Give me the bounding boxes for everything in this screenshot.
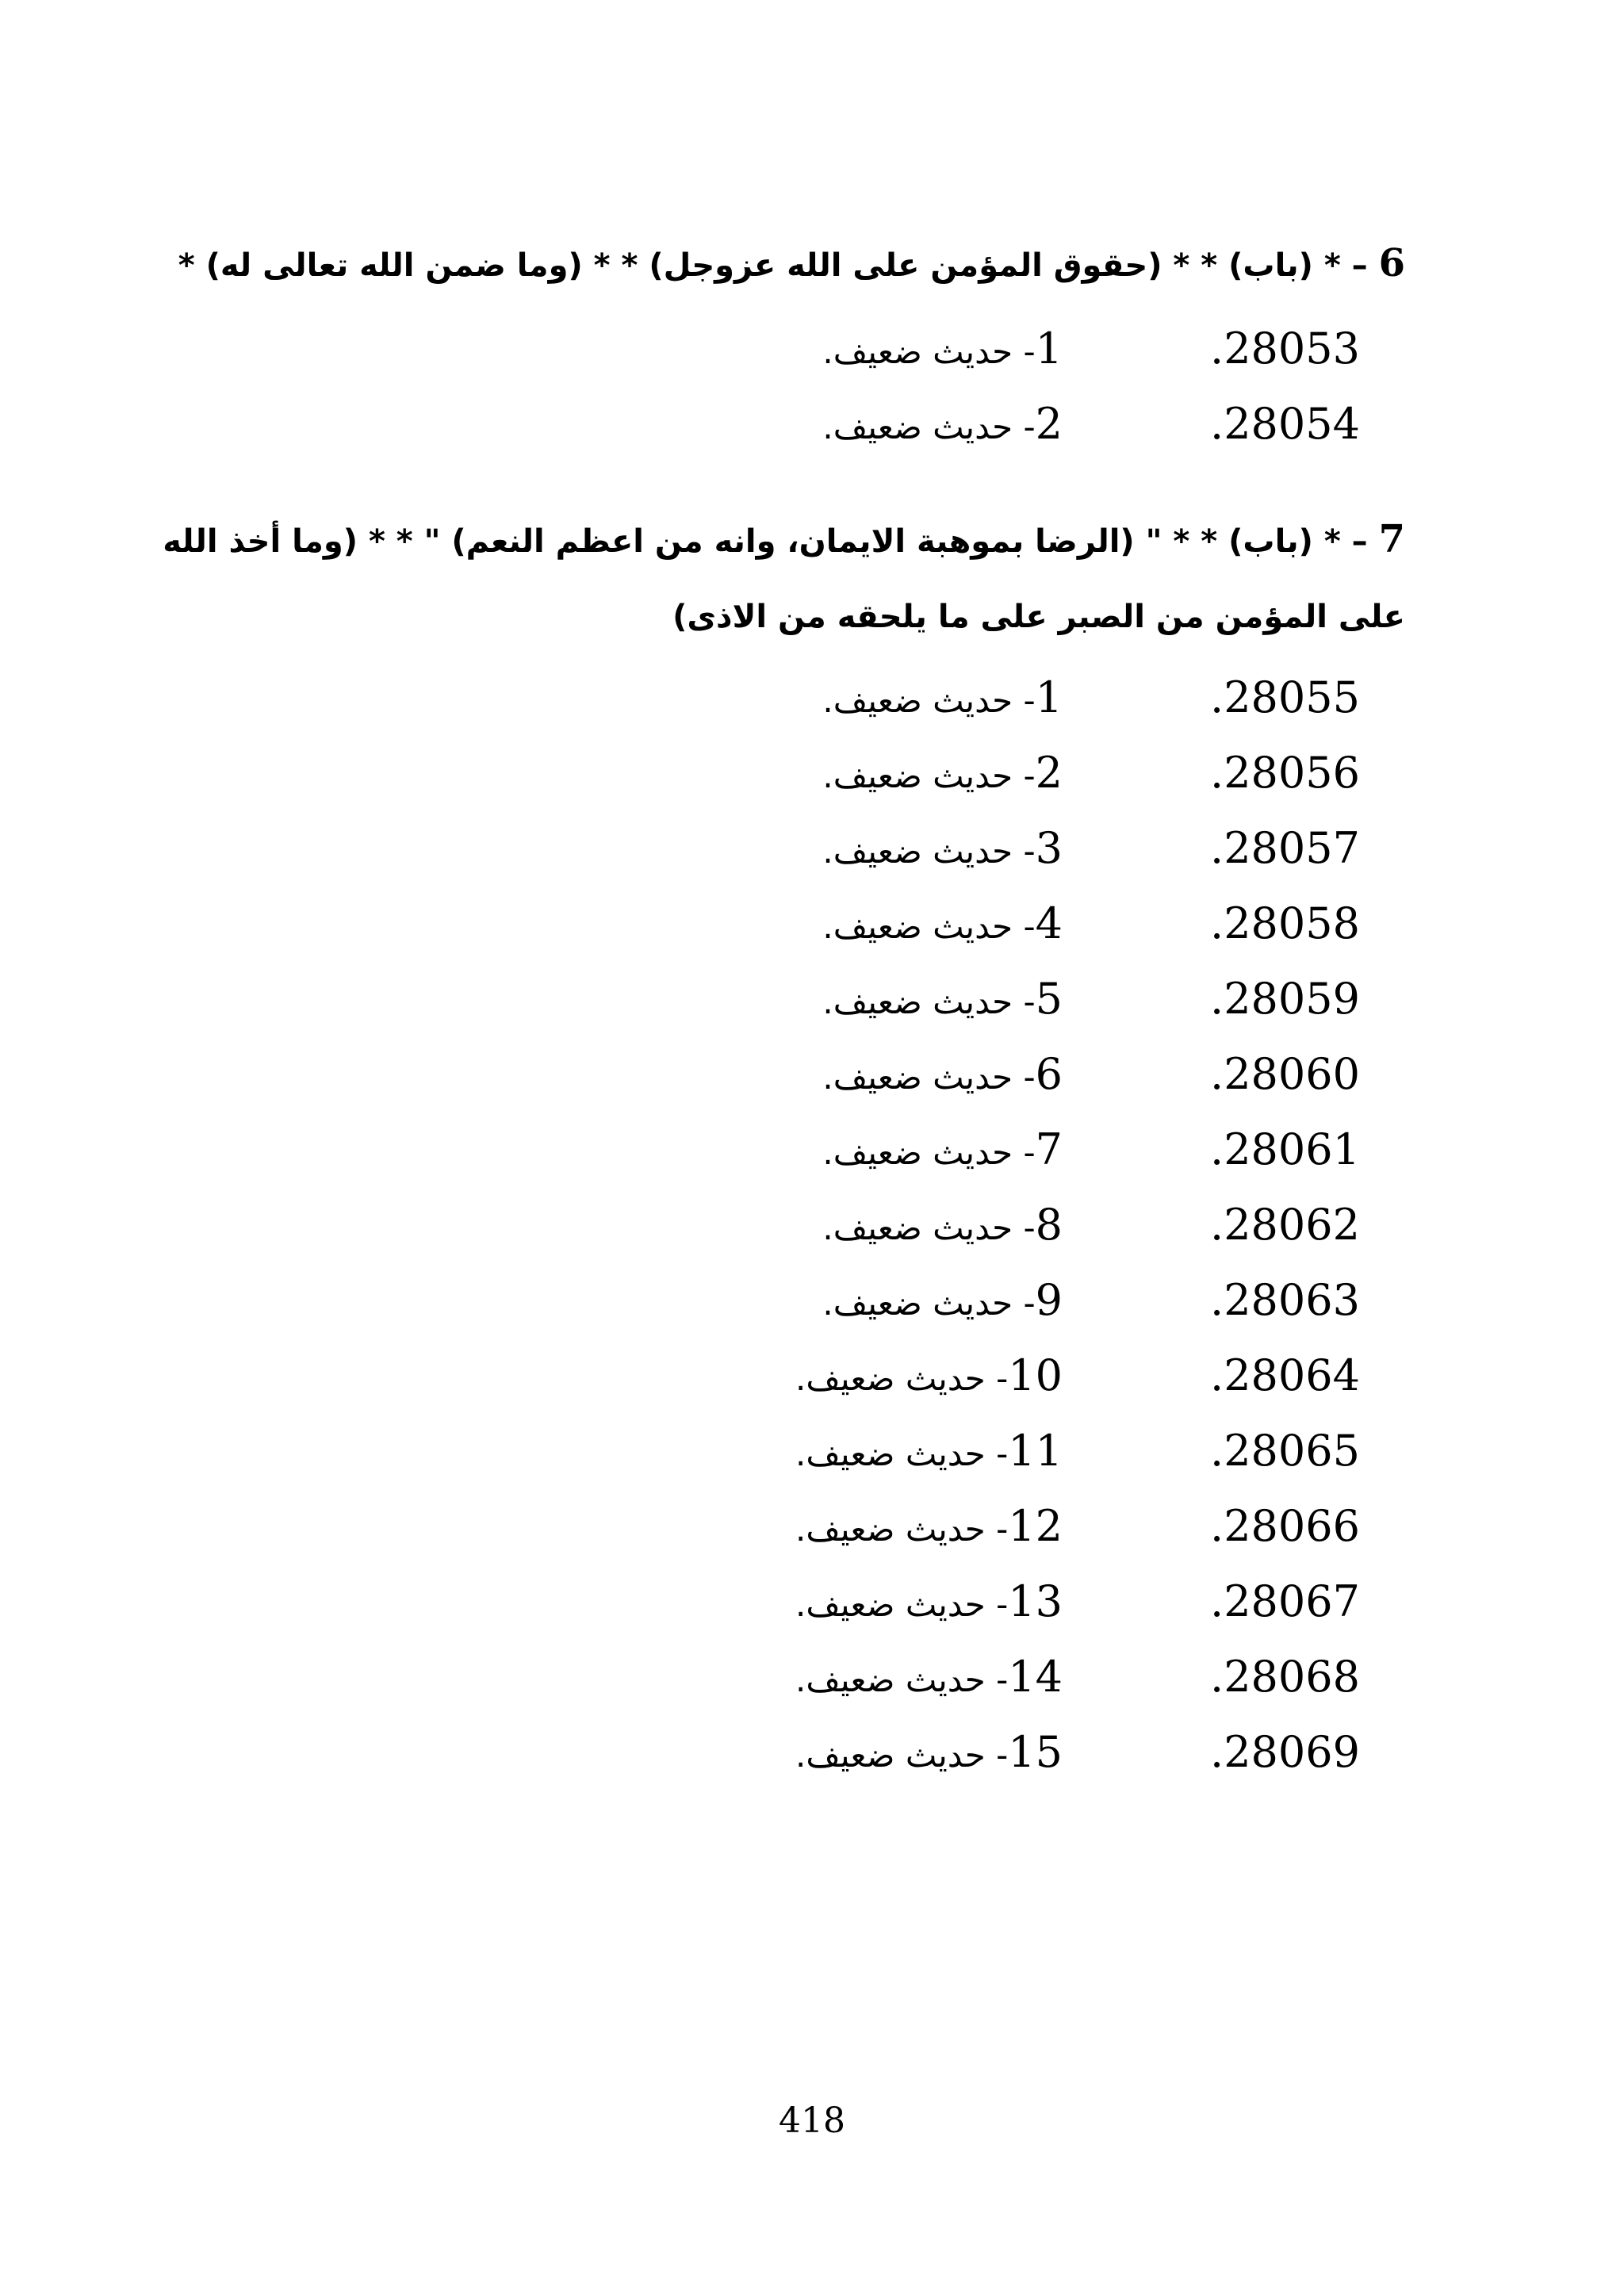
- entry-index: 1: [1035, 324, 1063, 373]
- hadith-number: 28053.: [1210, 324, 1360, 373]
- hadith-number: 28069.: [1210, 1727, 1360, 1777]
- hadith-grading: [682, 886, 1063, 972]
- list-item: [0, 1338, 1624, 1414]
- entry-index: 11: [1008, 1426, 1063, 1476]
- list-item: [0, 1639, 1624, 1715]
- hadith-grading: [682, 386, 1063, 473]
- hadith-number: 28054.: [1210, 399, 1360, 449]
- page-number: 418: [779, 2101, 845, 2141]
- list-item: [0, 1413, 1624, 1489]
- hadith-grading: [682, 810, 1063, 897]
- hadith-number: 28062.: [1210, 1200, 1360, 1250]
- hadith-number: 28061.: [1210, 1124, 1360, 1174]
- hadith-grading: [682, 1262, 1063, 1349]
- chapter-title: – * (باب) * * " (الرضا بموهبة الايمان، وانه من اعظم النعم) " * * (وما أخذ الله: [163, 523, 1379, 560]
- entry-index: 5: [1035, 974, 1063, 1024]
- grading-text: - حديث ضعيف.: [822, 408, 1036, 446]
- list-item: [0, 311, 1624, 387]
- grading-text: - حديث ضعيف.: [795, 1434, 1009, 1473]
- list-item: [0, 1036, 1624, 1113]
- entry-index: 9: [1035, 1275, 1063, 1325]
- list-item: [0, 1187, 1624, 1263]
- grading-text: - حديث ضعيف.: [795, 1660, 1009, 1699]
- entry-index: 6: [1035, 1049, 1063, 1099]
- grading-text: - حديث ضعيف.: [795, 1736, 1009, 1775]
- list-item: [0, 1488, 1624, 1564]
- entry-index: 8: [1035, 1200, 1063, 1250]
- chapter-title-line2: على المؤمن من الصبر على ما يلحقه من الاذى): [672, 599, 1405, 635]
- hadith-grading: [682, 735, 1063, 821]
- chapter-heading: [178, 226, 1405, 304]
- hadith-grading: [682, 1488, 1063, 1575]
- grading-text: - حديث ضعيف.: [822, 832, 1036, 871]
- hadith-number: 28068.: [1210, 1652, 1360, 1702]
- hadith-number: 28065.: [1210, 1426, 1360, 1476]
- chapter-number: 7: [1378, 517, 1405, 561]
- list-item: [0, 735, 1624, 811]
- hadith-number: 28060.: [1210, 1049, 1360, 1099]
- list-item: [0, 660, 1624, 736]
- hadith-number: 28064.: [1210, 1350, 1360, 1400]
- list-item: [0, 1262, 1624, 1338]
- hadith-number: 28058.: [1210, 898, 1360, 948]
- entry-index: 14: [1008, 1652, 1063, 1702]
- hadith-number: 28059.: [1210, 974, 1360, 1024]
- grading-text: - حديث ضعيف.: [822, 1133, 1036, 1172]
- entry-index: 2: [1035, 748, 1063, 798]
- hadith-grading: [682, 1564, 1063, 1650]
- hadith-grading: [682, 961, 1063, 1047]
- list-item: [0, 1112, 1624, 1188]
- chapter-number: 6: [1378, 241, 1405, 285]
- hadith-grading: [682, 1187, 1063, 1273]
- hadith-number: 28055.: [1210, 672, 1360, 722]
- hadith-grading: [682, 1413, 1063, 1499]
- grading-text: - حديث ضعيف.: [822, 756, 1036, 795]
- hadith-grading: [682, 311, 1063, 397]
- entry-index: 7: [1035, 1124, 1063, 1174]
- list-item: [0, 386, 1624, 462]
- entry-index: 10: [1008, 1350, 1063, 1400]
- entry-index: 2: [1035, 399, 1063, 449]
- entry-index: 1: [1035, 672, 1063, 722]
- list-item: [0, 1714, 1624, 1790]
- chapter-heading: [163, 502, 1405, 655]
- entry-index: 13: [1008, 1576, 1063, 1626]
- entry-index: 15: [1008, 1727, 1063, 1777]
- hadith-grading: [682, 1338, 1063, 1424]
- hadith-grading: [682, 660, 1063, 746]
- hadith-number: 28066.: [1210, 1501, 1360, 1551]
- grading-text: - حديث ضعيف.: [822, 907, 1036, 946]
- hadith-number: 28063.: [1210, 1275, 1360, 1325]
- entry-index: 12: [1008, 1501, 1063, 1551]
- hadith-number: 28067.: [1210, 1576, 1360, 1626]
- grading-text: - حديث ضعيف.: [822, 332, 1036, 371]
- chapter-title-line1: [163, 502, 1405, 580]
- hadith-number: 28056.: [1210, 748, 1360, 798]
- list-item: [0, 886, 1624, 962]
- grading-text: - حديث ضعيف.: [822, 1208, 1036, 1247]
- hadith-grading: [682, 1714, 1063, 1801]
- hadith-grading: [682, 1112, 1063, 1198]
- list-item: [0, 1564, 1624, 1640]
- grading-text: - حديث ضعيف.: [795, 1510, 1009, 1549]
- grading-text: - حديث ضعيف.: [822, 982, 1036, 1021]
- entry-index: 4: [1035, 898, 1063, 948]
- grading-text: - حديث ضعيف.: [795, 1359, 1009, 1398]
- list-item: [0, 961, 1624, 1037]
- hadith-grading: [682, 1639, 1063, 1725]
- grading-text: - حديث ضعيف.: [822, 681, 1036, 720]
- entry-index: 3: [1035, 823, 1063, 873]
- grading-text: - حديث ضعيف.: [822, 1058, 1036, 1097]
- chapter-title: – * (باب) * * (حقوق المؤمن على الله عزوجل) * * (وما ضمن الله تعالى له) *: [178, 247, 1379, 284]
- hadith-grading: [682, 1036, 1063, 1123]
- grading-text: - حديث ضعيف.: [795, 1585, 1009, 1624]
- hadith-number: 28057.: [1210, 823, 1360, 873]
- list-item: [0, 810, 1624, 887]
- grading-text: - حديث ضعيف.: [822, 1284, 1036, 1323]
